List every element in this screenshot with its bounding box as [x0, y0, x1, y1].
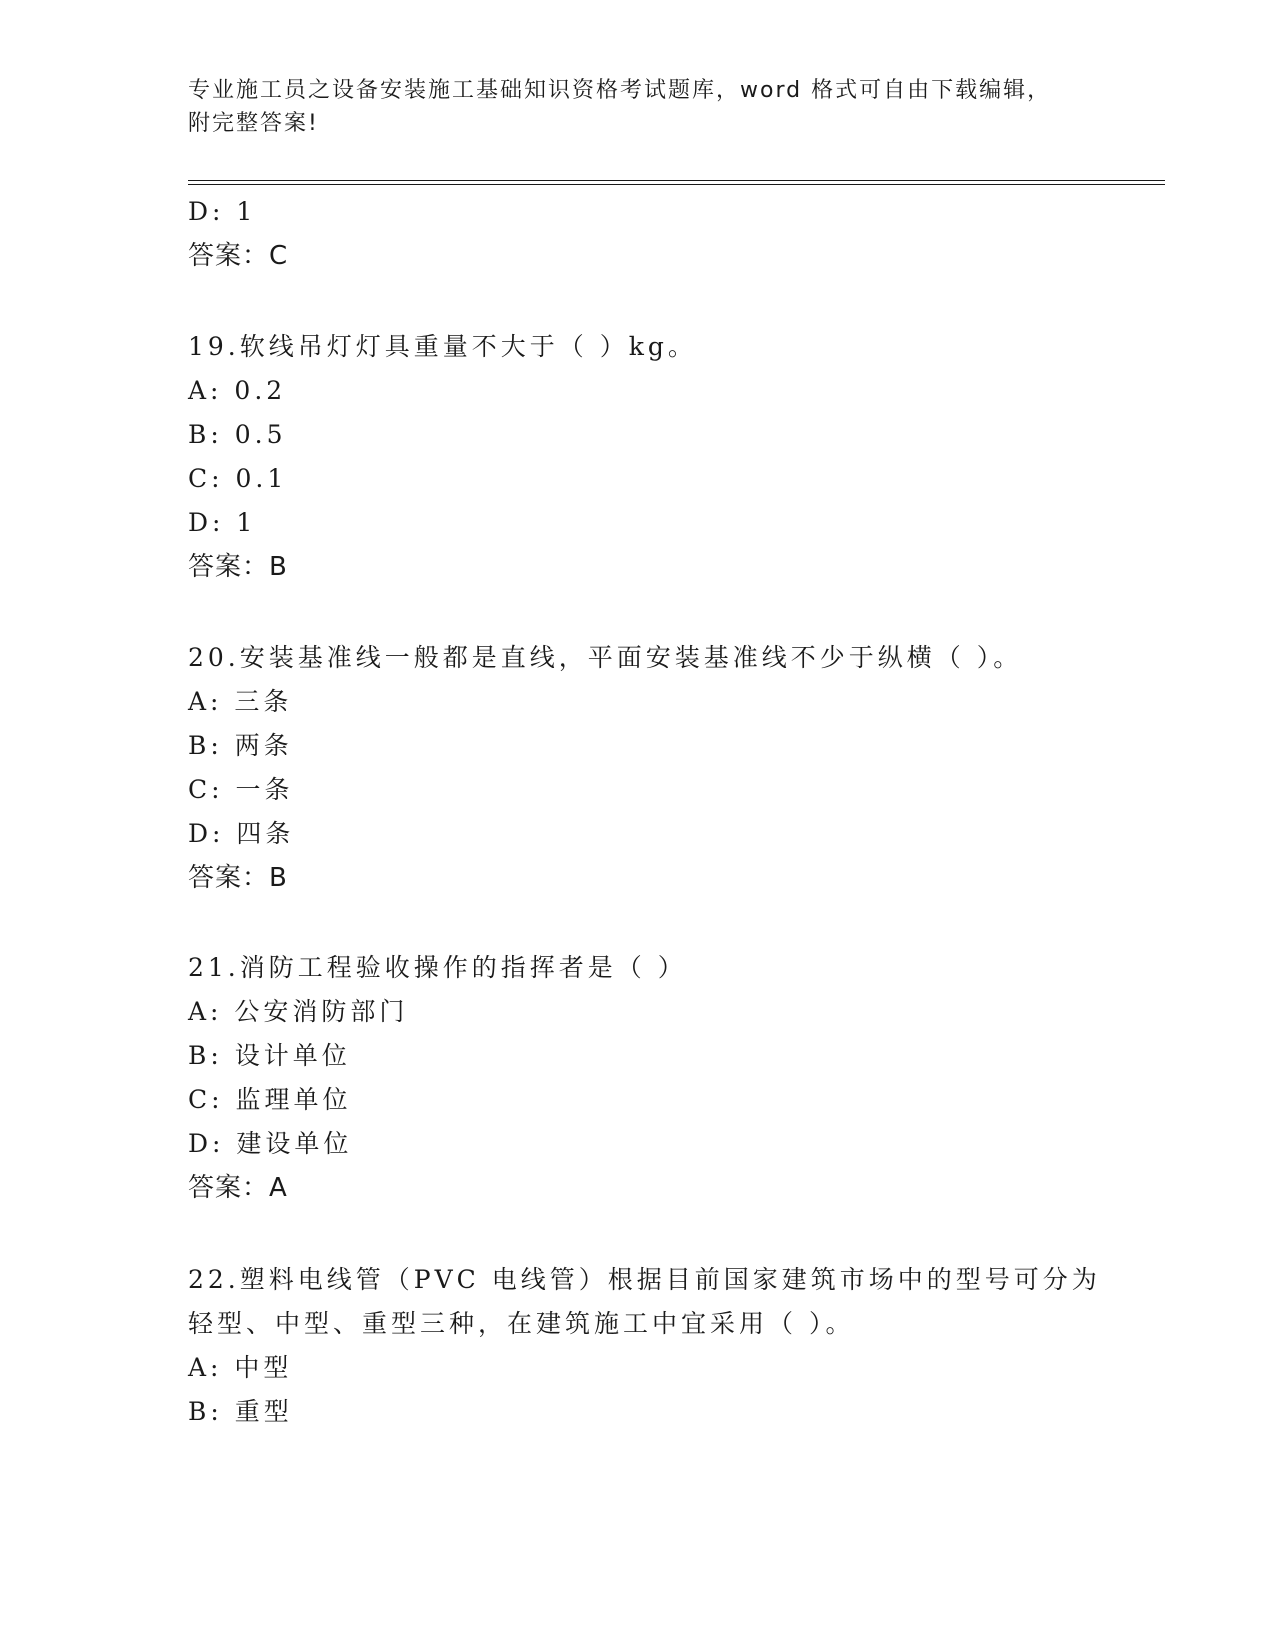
option-b-21: B: 设计单位: [188, 1041, 351, 1070]
option-a-19: A: 0.2: [188, 376, 287, 405]
answer-18: 答案：C: [188, 241, 289, 271]
header-line-1: 专业施工员之设备安装施工基础知识资格考试题库，word 格式可自由下载编辑，: [188, 78, 1052, 103]
question-22-line-1: 22.塑料电线管（PVC 电线管）根据目前国家建筑市场中的型号可分为: [188, 1265, 1101, 1294]
option-c-21: C: 监理单位: [188, 1085, 352, 1114]
question-21: 21.消防工程验收操作的指挥者是（ ）: [188, 953, 687, 982]
option-c-19: C: 0.1: [188, 464, 288, 493]
option-b-20: B: 两条: [188, 731, 293, 760]
option-c-20: C: 一条: [188, 775, 294, 804]
header-line-2: 附完整答案!: [188, 111, 319, 136]
question-19: 19.软线吊灯灯具重量不大于（ ）kg。: [188, 332, 697, 361]
option-d-19: D: 1: [188, 508, 257, 537]
question-20: 20.安装基准线一般都是直线，平面安装基准线不少于纵横（ ）。: [188, 643, 1023, 672]
option-a-21: A: 公安消防部门: [188, 997, 409, 1026]
option-a-22: A: 中型: [188, 1353, 293, 1382]
answer-20: 答案：B: [188, 863, 288, 893]
option-b-22: B: 重型: [188, 1397, 293, 1426]
answer-21: 答案：A: [188, 1173, 288, 1203]
option-d-21: D: 建设单位: [188, 1129, 353, 1158]
answer-19: 答案：B: [188, 552, 288, 582]
header-divider: [188, 180, 1165, 186]
option-d-18: D: 1: [188, 197, 257, 226]
option-d-20: D: 四条: [188, 819, 295, 848]
option-b-19: B: 0.5: [188, 420, 287, 449]
document-header: [188, 74, 1088, 140]
option-a-20: A: 三条: [188, 687, 293, 716]
question-22-line-2: 轻型、中型、重型三种，在建筑施工中宜采用（ ）。: [188, 1309, 855, 1338]
